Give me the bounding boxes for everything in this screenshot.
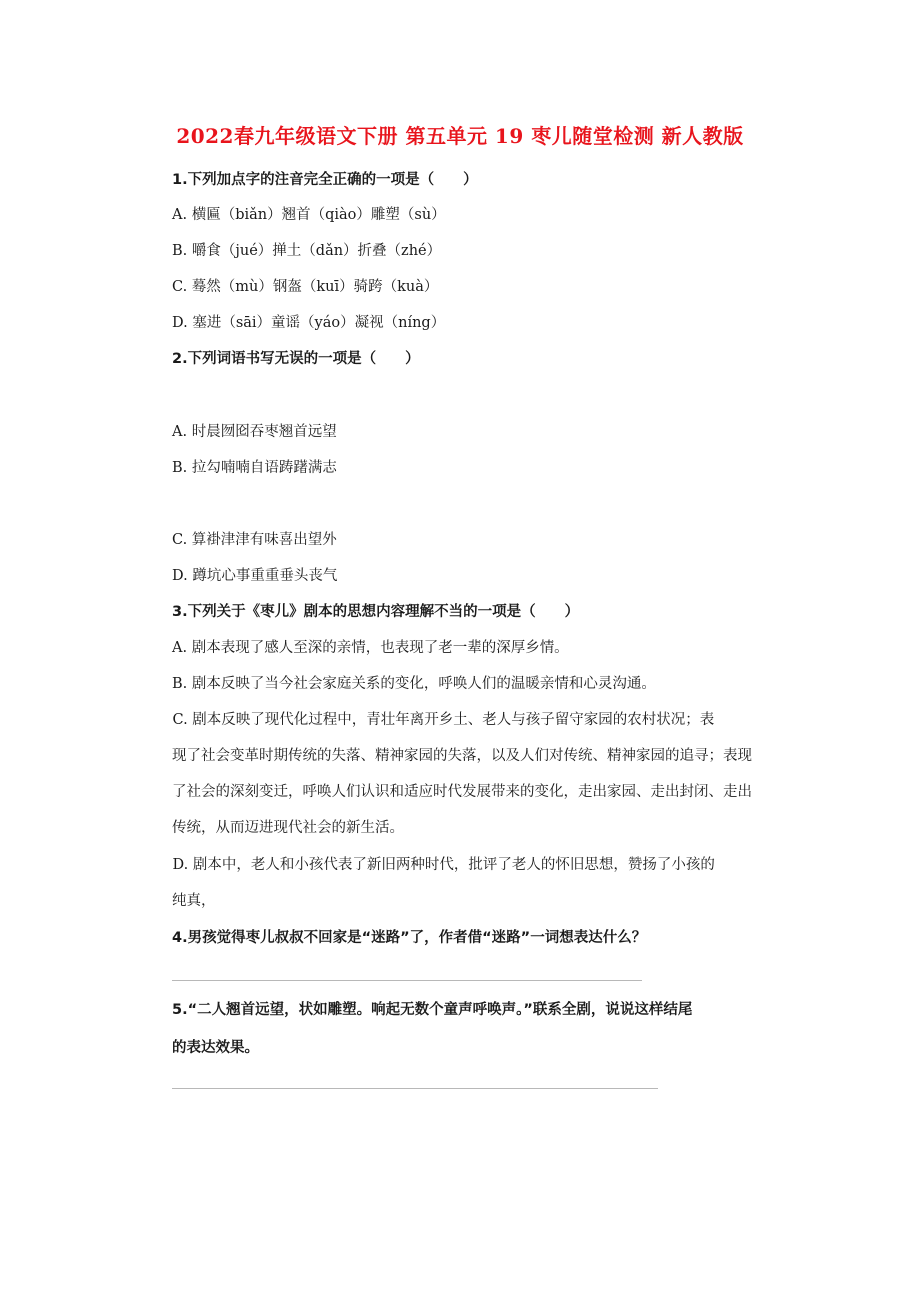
question-3-option-d-line-1: D. 剧本中，老人和小孩代表了新旧两种时代，批评了老人的怀旧思想，赞扬了小孩的 [158, 857, 715, 873]
question-1-option-d: D. 塞进（sāi）童谣（yáo）凝视（níng） [172, 315, 446, 331]
question-3-option-d-line-2: 纯真， [172, 893, 216, 909]
question-1-option-a: A. 横匾（biǎn）翘首（qiào）雕塑（sù） [172, 207, 446, 223]
question-3-stem: 3.下列关于《枣儿》剧本的思想内容理解不当的一项是（ ） [172, 604, 580, 620]
question-2-option-d: D. 蹲坑心事重重垂头丧气 [172, 568, 338, 584]
question-3-option-c-line-4: 传统，从而迈进现代社会的新生活。 [172, 820, 404, 836]
question-4-answer-line[interactable] [172, 980, 642, 981]
question-1-option-c: C. 蓦然（mù）钢盔（kuī）骑跨（kuà） [172, 279, 439, 295]
question-1-option-b: B. 嚼食（jué）掸土（dǎn）折叠（zhé） [172, 243, 442, 259]
question-3-option-c-line-2: 现了社会变革时期传统的失落、精神家园的失落，以及人们对传统、精神家园的追寻；表现 [172, 748, 752, 764]
question-5-stem-line-2: 的表达效果。 [172, 1040, 259, 1056]
document-title: 2022春九年级语文下册 第五单元 19 枣儿随堂检测 新人教版 [176, 124, 744, 148]
question-3-option-a: A. 剧本表现了感人至深的亲情，也表现了老一辈的深厚乡情。 [172, 640, 569, 656]
question-1-stem: 1.下列加点字的注音完全正确的一项是（ ） [172, 172, 478, 188]
question-3-option-c-line-1: C. 剧本反映了现代化过程中，青壮年离开乡土、老人与孩子留守家园的农村状况；表 [158, 712, 715, 728]
question-3-option-b: B. 剧本反映了当今社会家庭关系的变化，呼唤人们的温暖亲情和心灵沟通。 [172, 676, 656, 692]
question-5-answer-line[interactable] [172, 1088, 658, 1089]
question-5-stem-line-1: 5.“二人翘首远望，状如雕塑。响起无数个童声呼唤声。”联系全剧，说说这样结尾 [172, 1002, 693, 1018]
question-2-option-b: B. 拉勾喃喃自语踌躇满志 [172, 460, 337, 476]
question-2-option-a: A. 时晨囫囵吞枣翘首远望 [172, 424, 337, 440]
question-2-option-c: C. 算褂津津有味喜出望外 [172, 532, 337, 548]
question-4-stem: 4.男孩觉得枣儿叔叔不回家是“迷路”了，作者借“迷路”一词想表达什么？ [172, 930, 647, 946]
question-2-stem: 2.下列词语书写无误的一项是（ ） [172, 351, 420, 367]
question-3-option-c-line-3: 了社会的深刻变迁，呼唤人们认识和适应时代发展带来的变化，走出家园、走出封闭、走出 [172, 784, 752, 800]
